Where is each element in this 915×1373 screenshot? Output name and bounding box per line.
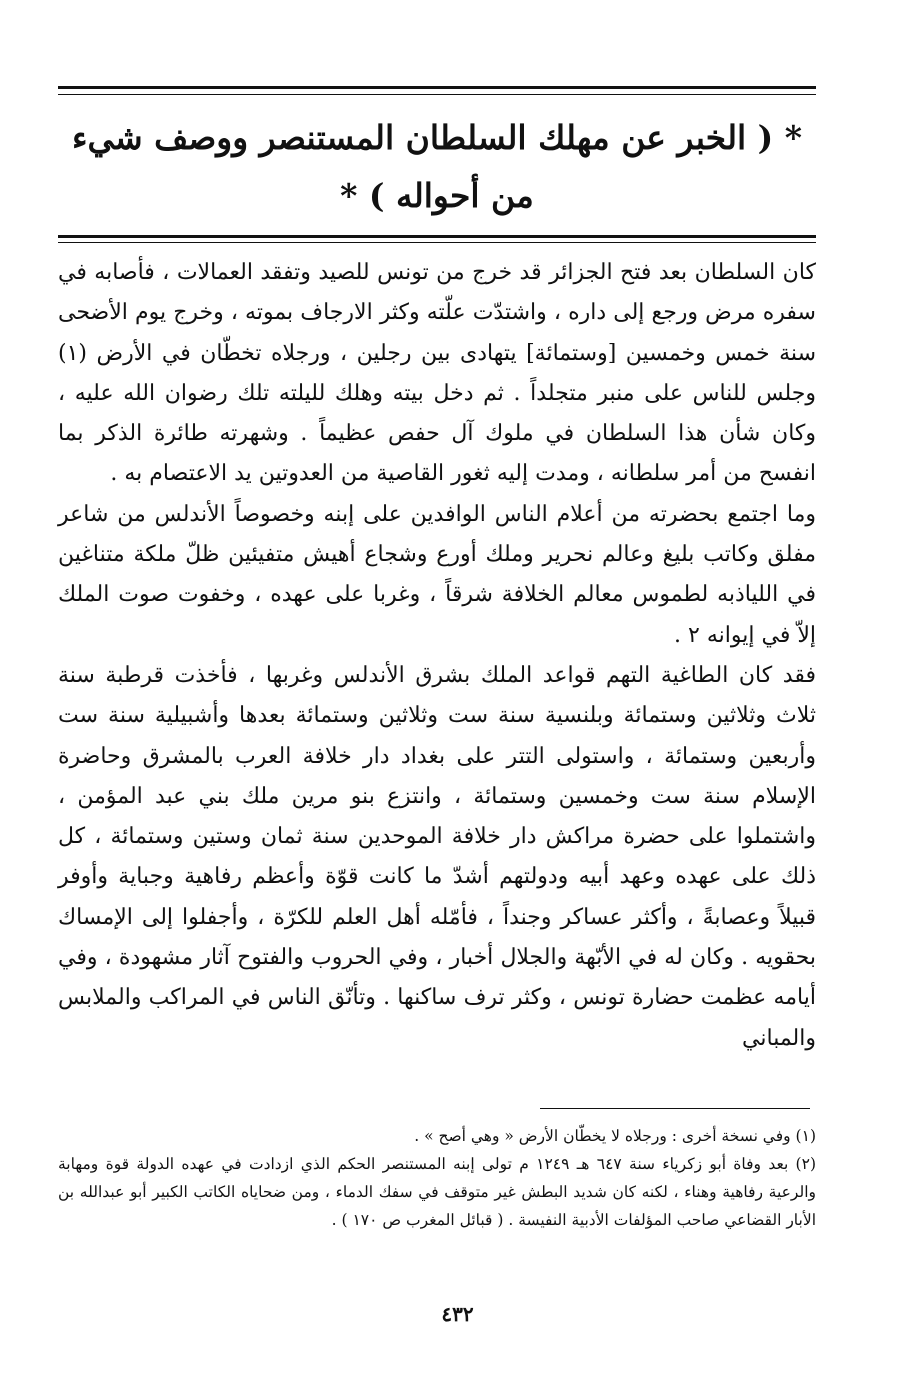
header-rule (58, 86, 816, 89)
header-rule-thin (58, 94, 816, 95)
footnotes (58, 1122, 816, 1234)
page-number: ٤٣٢ (441, 1302, 474, 1326)
footnote: (٢) بعد وفاة أبو زكرياء سنة ٦٤٧ هـ ١٢٤٩ م تولى إبنه المستنصر الحكم الذي ازدادت في عهده الدولة قوة ومهابة والرعية رفاهية وهناء ، لكنه كان شديد البطش غير متوقف في سفك الدماء ، ومن ضحاياه الكاتب الكبير أبو عبدالله بن الأبار القضاعي صاحب المؤلفات الأدبية النفيسة . ( قبائل المغرب ص ١٧٠ ) . (58, 1155, 816, 1229)
paragraph: وما اجتمع بحضرته من أعلام الناس الوافدين على إبنه وخصوصاً الأندلس من شاعر مفلق وكاتب بليغ وعالم نحرير وملك أورع وشجاع أهيش متفيئين ظلّ ملكة متناغين في اللياذبه لطموس معالم الخلافة شرقاً ، وغربا على عهده ، وخفوت صوت الملك إلاّ في إيوانه ٢ . (58, 501, 816, 648)
chapter-title: * ( الخبر عن مهلك السلطان المستنصر ووصف شيء من أحواله ) * (71, 118, 803, 215)
title-rule (58, 235, 816, 238)
footnote-separator (540, 1108, 810, 1109)
title-rule-thin (58, 242, 816, 243)
paragraph: فقد كان الطاغية التهم قواعد الملك بشرق الأندلس وغربها ، فأخذت قرطبة سنة ثلاث وثلاثين وستمائة وبلنسية سنة ست وثلاثين وستمائة بعدها وأشبيلية سنة ست وأربعين وستمائة ، واستولى التتر على بغداد دار خلافة العرب بالمشرق وحاضرة الإسلام سنة ست وخمسين وستمائة ، وانتزع بنو مرين ملك بني عبد المؤمن ، واشتملوا على حضرة مراكش دار خلافة الموحدين سنة ثمان وستين وستمائة ، كل ذلك على عهده وعهد أبيه ودولتهم أشدّ ما كانت قوّة وأعظم رفاهية وجباية وأوفر قبيلاً وعصابةً ، وأكثر عساكر وجنداً ، فأمّله أهل العلم للكرّة ، وأجفلوا إلى الإمساك بحقويه . وكان له في الأبّهة والجلال أخبار ، وفي الحروب والفتوح آثار مشهودة ، وفي أيامه عظمت حضارة تونس ، وكثر ترف ساكنها . وتأنّق الناس في المراكب والملابس والمباني (58, 662, 816, 1051)
paragraph: كان السلطان بعد فتح الجزائر قد خرج من تونس للصيد وتفقد العمالات ، فأصابه في سفره مرض ورجع إلى داره ، واشتدّت علّته وكثر الارجاف بموته ، وخرج يوم الأضحى سنة خمس وخمسين [وستمائة] يتهادى بين رجلين ، ورجلاه تخطّان في الأرض (١) وجلس للناس على منبر متجلداً . ثم دخل بيته وهلك لليلته تلك رضوان الله عليه ، وكان شأن هذا السلطان في ملوك آل حفص عظيماً . وشهرته طائرة الذكر بما انفسح من أمر سلطانه ، ومدت إليه ثغور القاصية من العدوتين يد الاعتصام به . (58, 260, 816, 487)
footnote: (١) وفي نسخة أخرى : ورجلاه لا يخطّان الأرض « وهي أصح » . (414, 1127, 816, 1145)
page-content (58, 86, 816, 1059)
body-text (58, 253, 816, 1059)
